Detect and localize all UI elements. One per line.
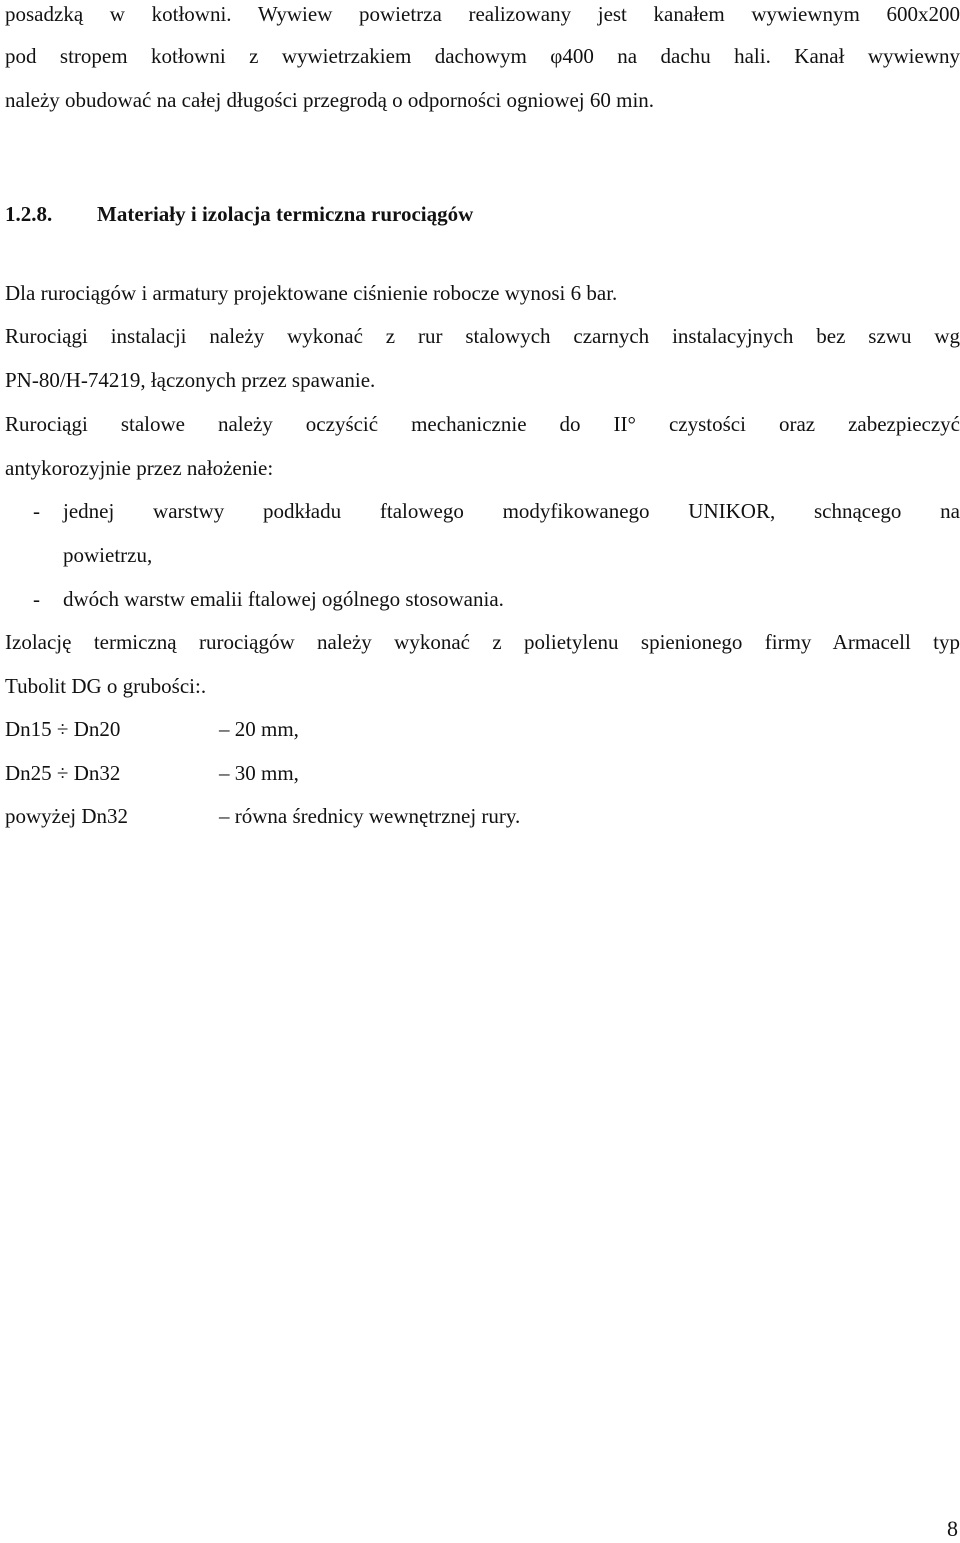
intro-line-1: posadzką w kotłowni. Wywiew powietrza realizowany jest kanałem wywiewnym 600x200 bbox=[5, 2, 960, 26]
pressure-paragraph: Dla rurociągów i armatury projektowane ciśnienie robocze wynosi 6 bar. bbox=[5, 281, 618, 305]
insulation-thickness: – 30 mm, bbox=[219, 761, 299, 785]
bullet-text: jednej warstwy podkładu ftalowego modyfikowanego UNIKOR, schnącego na bbox=[63, 499, 960, 523]
pipes-paragraph-line-2: PN-80/H-74219, łączonych przez spawanie. bbox=[5, 368, 376, 392]
section-title: Materiały i izolacja termiczna rurociągów bbox=[97, 202, 474, 226]
pipes-paragraph-line-1: Rurociągi instalacji należy wykonać z rur stalowych czarnych instalacyjnych bez szwu wg bbox=[5, 324, 960, 348]
insulation-paragraph-line-1: Izolację termiczną rurociągów należy wykonać z polietylenu spienionego firmy Armacell typ bbox=[5, 630, 960, 654]
intro-line-2: pod stropem kotłowni z wywietrzakiem dachowym φ400 na dachu hali. Kanał wywiewny bbox=[5, 44, 960, 68]
bullet-text: dwóch warstw emalii ftalowej ogólnego stosowania. bbox=[63, 587, 504, 611]
diameter-range: Dn15 ÷ Dn20 bbox=[5, 717, 121, 741]
insulation-thickness: – 20 mm, bbox=[219, 717, 299, 741]
bullet-text: powietrzu, bbox=[63, 543, 153, 567]
bullet-dash: - bbox=[33, 499, 40, 523]
cleaning-paragraph-line-2: antykorozyjnie przez nałożenie: bbox=[5, 456, 274, 480]
section-number: 1.2.8. bbox=[5, 202, 53, 226]
section-heading bbox=[5, 200, 960, 228]
intro-line-3: należy obudować na całej długości przegrodą o odporności ogniowej 60 min. bbox=[5, 88, 655, 112]
page-number: 8 bbox=[947, 1516, 958, 1541]
bullet-dash: - bbox=[33, 587, 40, 611]
cleaning-paragraph-line-1: Rurociągi stalowe należy oczyścić mechanicznie do II° czystości oraz zabezpieczyć bbox=[5, 412, 960, 436]
insulation-thickness: – równa średnicy wewnętrznej rury. bbox=[219, 804, 521, 828]
diameter-range: powyżej Dn32 bbox=[5, 804, 129, 828]
diameter-range: Dn25 ÷ Dn32 bbox=[5, 761, 121, 785]
insulation-paragraph-line-2: Tubolit DG o grubości:. bbox=[5, 674, 207, 698]
